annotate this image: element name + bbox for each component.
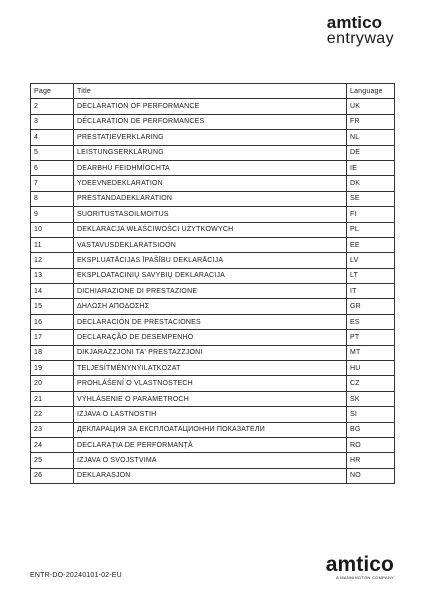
cell-language: LV [347,253,395,268]
sub-brand-name: entryway [326,30,394,47]
table-row [31,145,395,160]
cell-page: 7 [31,176,74,191]
cell-title: LEISTUNGSERKLÄRUNG [74,145,347,160]
cell-page: 18 [31,345,74,360]
table-row [31,268,395,283]
table-row [31,130,395,145]
table-body [31,99,395,484]
cell-language: MT [347,345,395,360]
column-header-title: Title [74,84,347,99]
table-row [31,191,395,206]
cell-title: DECLARAȚIA DE PERFORMANȚĂ [74,437,347,452]
cell-title: VYHLÁSENIE O PARAMETROCH [74,391,347,406]
document-code: ENTR-DO-20240101-02-EU [30,572,122,579]
brand-logo-top [327,14,394,47]
cell-language: HR [347,453,395,468]
cell-page: 6 [31,160,74,175]
footer-brand-name: amtico [325,553,394,576]
cell-title: IZJAVA O LASTNOSTIH [74,407,347,422]
table-row [31,330,395,345]
column-header-page: Page [31,84,74,99]
cell-title: DICHIARAZIONE DI PRESTAZIONE [74,284,347,299]
cell-title: TELJESÍTMÉNYNYILATKOZAT [74,361,347,376]
cell-language: NL [347,130,395,145]
cell-title: ΔΗΛΩΣΗ ΑΠΟΔΟΣΗΣ [74,299,347,314]
table-row [31,453,395,468]
cell-page: 3 [31,114,74,129]
cell-page: 5 [31,145,74,160]
cell-title: SUORITUSTASOILMOITUS [74,207,347,222]
cell-page: 17 [31,330,74,345]
table-row [31,314,395,329]
cell-page: 14 [31,284,74,299]
cell-language: SE [347,191,395,206]
cell-language: UK [347,99,395,114]
cell-page: 8 [31,191,74,206]
cell-language: NO [347,468,395,483]
cell-title: PRESTATIEVERKLARING [74,130,347,145]
cell-title: DEKLARASJON [74,468,347,483]
table-row [31,284,395,299]
cell-title: IZJAVA O SVOJSTVIMA [74,453,347,468]
cell-page: 21 [31,391,74,406]
table-row [31,407,395,422]
cell-title: DECLARAÇÃO DE DESEMPENHO [74,330,347,345]
cell-language: PT [347,330,395,345]
cell-page: 19 [31,361,74,376]
cell-title: DECLARACIÓN DE PRESTACIONES [74,314,347,329]
cell-title: EKSPLOATACINIŲ SAVYBIŲ DEKLARACIJA [74,268,347,283]
table-row [31,99,395,114]
cell-title: DECLARATION OF PERFORMANCE [74,99,347,114]
cell-language: LT [347,268,395,283]
table-row [31,345,395,360]
cell-language: BG [347,422,395,437]
table-row [31,176,395,191]
cell-title: DIKJARAZZJONI TA' PRESTAZZJONI [74,345,347,360]
table-row [31,160,395,175]
cell-title: PRESTANDADEKLARATION [74,191,347,206]
table-row [31,114,395,129]
table-row [31,422,395,437]
cell-title: VASTAVUSDEKLARATSIOON [74,237,347,252]
cell-language: SK [347,391,395,406]
cell-page: 22 [31,407,74,422]
cell-language: GR [347,299,395,314]
cell-language: EE [347,237,395,252]
cell-language: RO [347,437,395,452]
cell-page: 4 [31,130,74,145]
cell-title: EKSPLUATĀCIJAS ĪPAŠĪBU DEKLARĀCIJA [74,253,347,268]
table-row [31,391,395,406]
brand-name: amtico [326,13,383,32]
cell-title: DÉCLARATION DE PERFORMANCES [74,114,347,129]
table-row [31,253,395,268]
contents-table [30,83,395,484]
cell-page: 12 [31,253,74,268]
cell-title: PROHLÁŠENÍ O VLASTNOSTECH [74,376,347,391]
cell-language: DK [347,176,395,191]
cell-language: SI [347,407,395,422]
footer-brand-tagline: A MANNINGTON COMPANY [336,575,394,580]
cell-title: DEKLARACJA WŁAŚCIWOŚCI UŻYTKOWYCH [74,222,347,237]
table-row [31,299,395,314]
cell-page: 15 [31,299,74,314]
cell-page: 23 [31,422,74,437]
brand-logo-bottom [326,554,394,580]
cell-title: DEARBHÚ FEIDHMÍOCHTA [74,160,347,175]
table-row [31,222,395,237]
cell-language: HU [347,361,395,376]
cell-title: YDEEVNEDEKLARATION [74,176,347,191]
cell-language: ES [347,314,395,329]
cell-page: 13 [31,268,74,283]
cell-page: 10 [31,222,74,237]
cell-page: 2 [31,99,74,114]
cell-page: 26 [31,468,74,483]
cell-page: 24 [31,437,74,452]
table-header-row [31,84,395,99]
table-row [31,237,395,252]
cell-page: 25 [31,453,74,468]
cell-language: IE [347,160,395,175]
cell-language: FR [347,114,395,129]
cell-title: ДЕКЛАРАЦИЯ ЗА ЕКСПЛОАТАЦИОННИ ПОКАЗАТЕЛИ [74,422,347,437]
table-row [31,437,395,452]
table-row [31,376,395,391]
table-row [31,361,395,376]
cell-page: 11 [31,237,74,252]
table-row [31,468,395,483]
cell-language: IT [347,284,395,299]
cell-page: 16 [31,314,74,329]
cell-language: PL [347,222,395,237]
cell-language: CZ [347,376,395,391]
cell-language: FI [347,207,395,222]
table-row [31,207,395,222]
cell-language: DE [347,145,395,160]
cell-page: 20 [31,376,74,391]
cell-page: 9 [31,207,74,222]
column-header-language: Language [347,84,395,99]
